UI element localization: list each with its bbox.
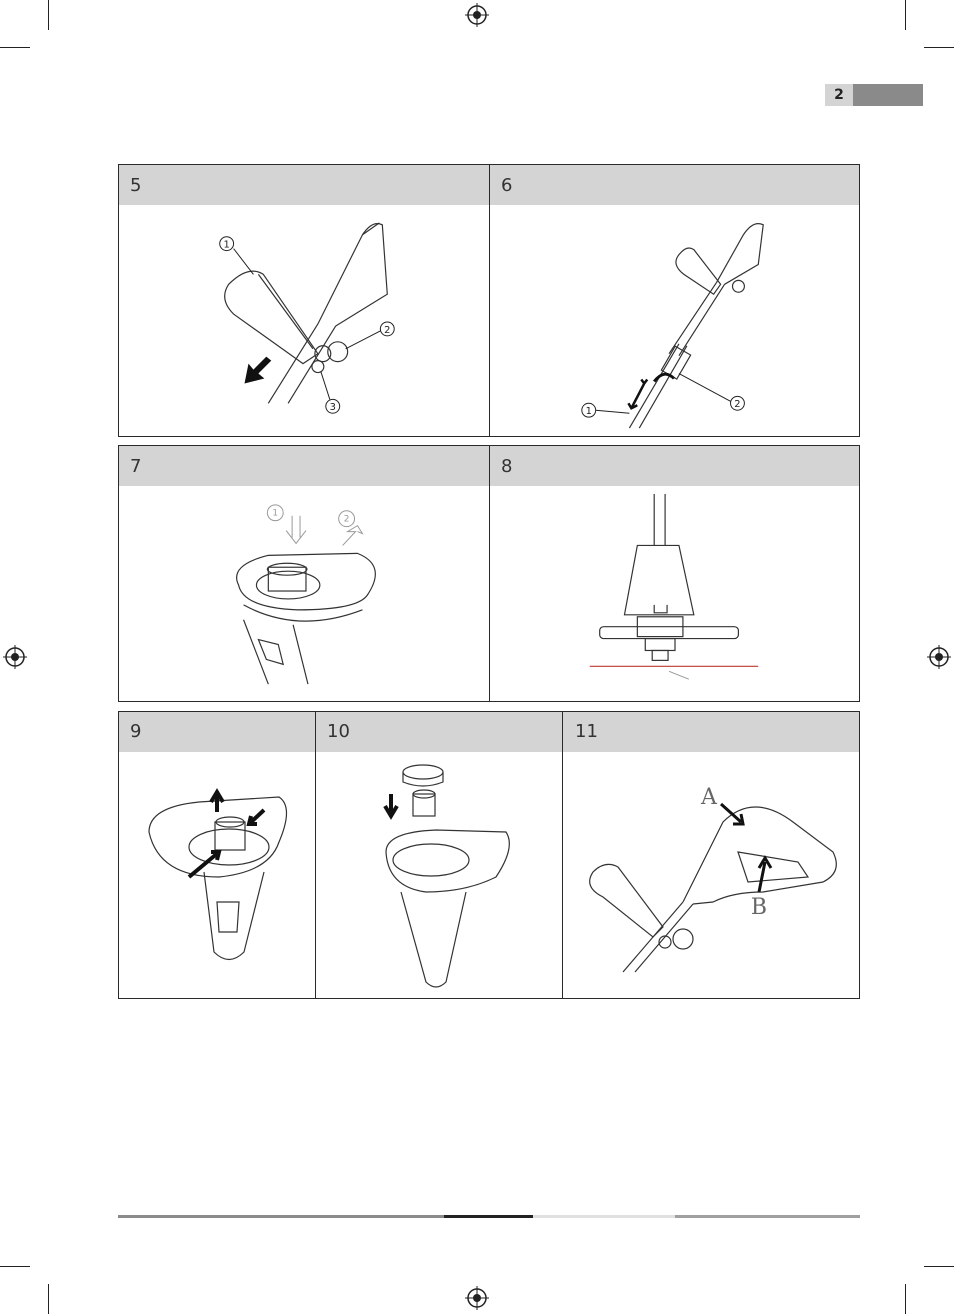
panel-label: 6: [490, 165, 859, 205]
crop-mark: [0, 1266, 30, 1267]
crop-mark: [48, 0, 49, 30]
figure-panel-7: [118, 445, 490, 702]
callout-2: 2: [384, 324, 391, 336]
crop-mark: [48, 1284, 49, 1314]
callout-2: 2: [734, 399, 741, 411]
illustration-spool-insert: [316, 752, 562, 998]
row-header: [119, 712, 859, 752]
registration-mark-icon: [3, 645, 27, 669]
callout-2: 2: [343, 514, 350, 525]
panel-label: 8: [490, 446, 859, 486]
panel-label: 11: [575, 721, 598, 742]
footer-bar-segment: [118, 1215, 444, 1218]
illustration-guard-attach: [119, 486, 489, 701]
panel-label: 10: [327, 721, 350, 742]
illustration-shaft-extend: [490, 205, 859, 436]
figure-panel-6: [489, 164, 860, 437]
callout-1: 1: [223, 239, 230, 251]
illustration-handle-adjust: [119, 205, 489, 436]
crop-mark: [905, 0, 906, 30]
footer-bar-segment: [533, 1215, 675, 1218]
crop-mark: [924, 1266, 954, 1267]
registration-mark-icon: [465, 3, 489, 27]
panel-label: 9: [130, 721, 142, 742]
registration-mark-icon: [927, 645, 951, 669]
figure-panel-8: [489, 445, 860, 702]
footer-bar-segment: [675, 1215, 860, 1218]
page-number: 2: [825, 84, 853, 106]
crop-mark: [905, 1284, 906, 1314]
callout-a: A: [701, 785, 717, 810]
page-tab-bar: [853, 84, 923, 106]
callout-1: 1: [585, 406, 592, 418]
illustration-handle-release: [563, 752, 859, 998]
registration-mark-icon: [465, 1286, 489, 1310]
panel-label: 7: [119, 446, 489, 486]
callout-3: 3: [329, 402, 336, 414]
illustration-spool-remove: [119, 752, 315, 998]
crop-mark: [0, 47, 30, 48]
callout-1: 1: [272, 508, 279, 519]
illustration-guard-side-view: [490, 486, 859, 701]
crop-mark: [924, 47, 954, 48]
panel-label: 5: [119, 165, 489, 205]
figure-panel-5: [118, 164, 490, 437]
callout-b: B: [750, 895, 768, 920]
footer-bar-segment: [444, 1215, 533, 1218]
